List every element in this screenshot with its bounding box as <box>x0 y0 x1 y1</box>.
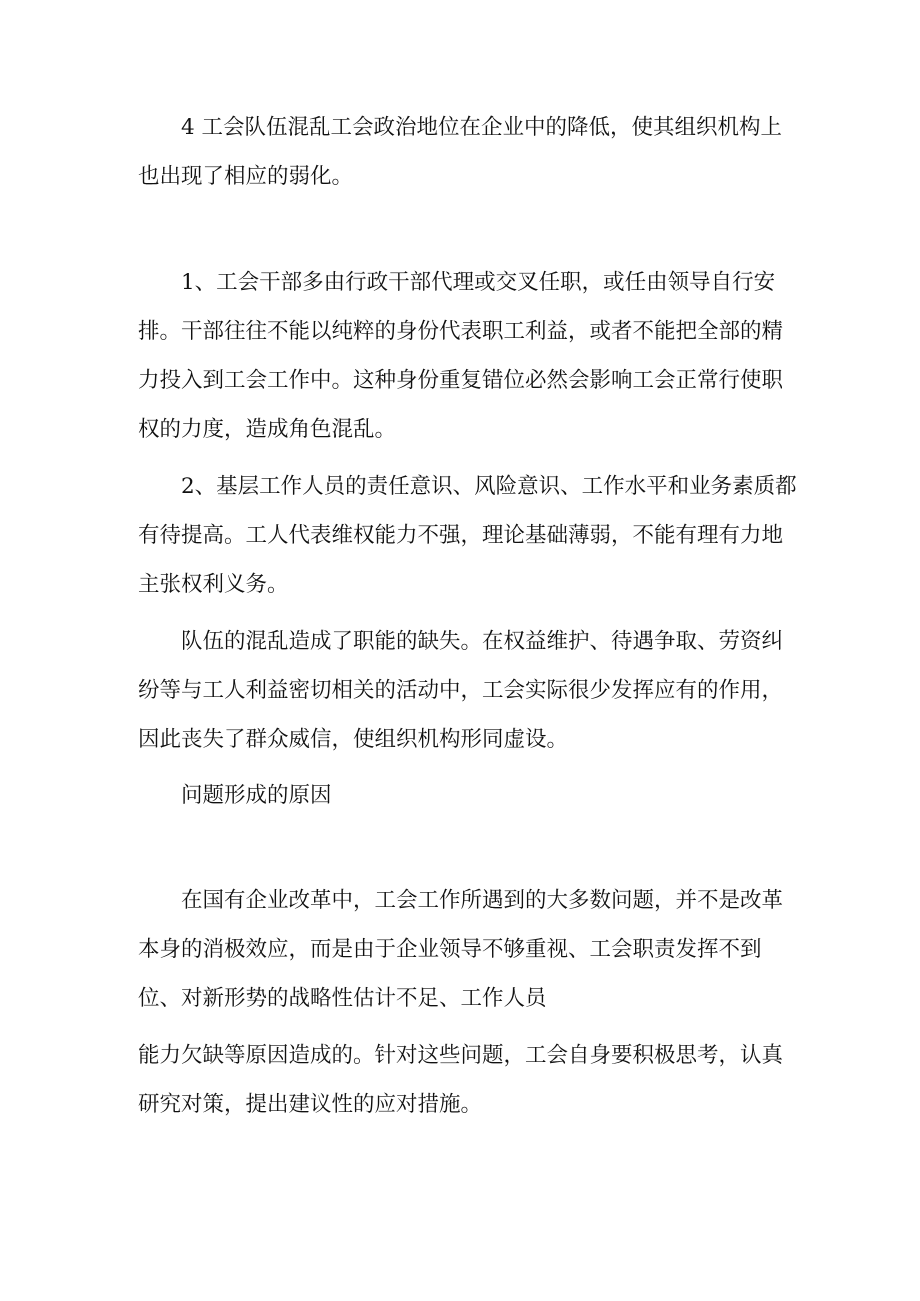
section-heading-problem-causes: 问题形成的原因 <box>181 783 332 808</box>
paragraph-grassroots-staff-quality: 2、基层工作人员的责任意识、风险意识、工作水平和业务素质都有待提高。工人代表维权能力不强，理论基础薄弱，不能有理有力地主张权利义务。 <box>138 474 797 597</box>
paragraph-cadre-cross-appointment: 1、工会干部多由行政干部代理或交叉任职，或任由领导自行安排。干部往往不能以纯粹的身份代表职工利益，或者不能把全部的精力投入到工会工作中。这种身份重复错位必然会影响工会正常行使职权的力度，造成角色混乱。 <box>138 270 784 442</box>
paragraph-union-team-disorder: 4 工会队伍混乱工会政治地位在企业中的降低，使其组织机构上也出现了相应的弱化。 <box>138 115 783 189</box>
paragraph-reform-causes-continued: 能力欠缺等原因造成的。针对这些问题，工会自身要积极思考，认真研究对策，提出建议性的应对措施。 <box>138 1043 784 1117</box>
paragraph-reform-causes: 在国有企业改革中，工会工作所遇到的大多数问题，并不是改革本身的消极效应，而是由于企业领导不够重视、工会职责发挥不到位、对新形势的战略性估计不足、工作人员 <box>138 888 784 1011</box>
paragraph-function-loss: 队伍的混乱造成了职能的缺失。在权益维护、待遇争取、劳资纠纷等与工人利益密切相关的活动中，工会实际很少发挥应有的作用，因此丧失了群众威信，使组织机构形同虚设。 <box>138 629 784 752</box>
